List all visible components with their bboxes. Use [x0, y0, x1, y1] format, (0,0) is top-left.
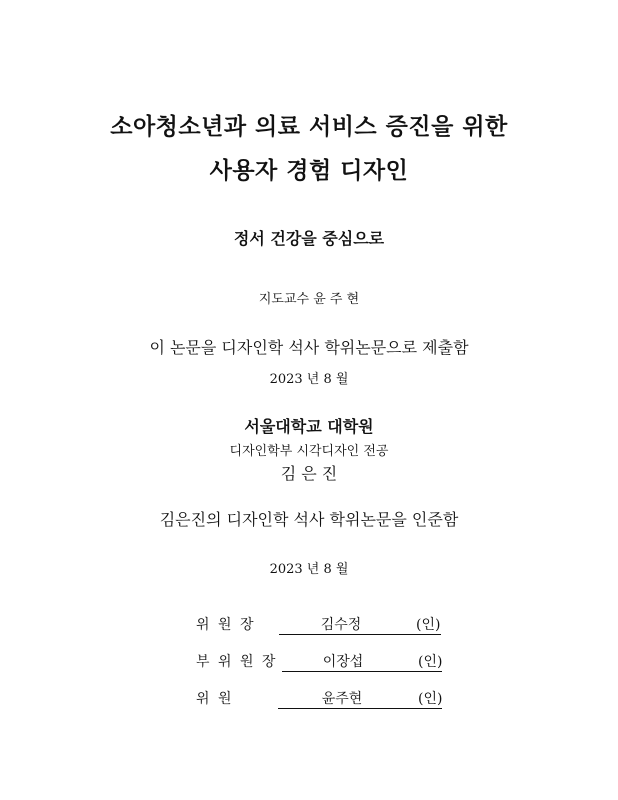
seal-mark: (인) — [418, 691, 443, 707]
department-name: 디자인학부 시각디자인 전공 — [229, 444, 389, 459]
approval-statement: 김은진의 디자인학 석사 학위논문을 인준함 — [159, 510, 459, 529]
seal-mark: (인) — [416, 617, 441, 633]
advisor: 지도교수 윤 주 현 — [258, 292, 360, 307]
committee-name: 김수정 — [320, 617, 362, 633]
committee-role: 부 위 원 장 — [196, 654, 278, 670]
seal-mark: (인) — [418, 654, 443, 670]
university-name: 서울대학교 대학원 — [244, 417, 374, 436]
title-line-1: 소아청소년과 의료 서비스 증진을 위한 — [110, 113, 508, 140]
committee-role: 위 원 장 — [196, 617, 256, 633]
submission-statement: 이 논문을 디자인학 석사 학위논문으로 제출함 — [149, 338, 469, 357]
committee-name: 이장섭 — [322, 654, 364, 670]
approval-date: 2023 년 8 월 — [269, 562, 349, 577]
committee-row-vice-chair — [0, 651, 618, 673]
committee-row-member — [0, 688, 618, 710]
author-name: 김 은 진 — [280, 464, 338, 483]
committee-role: 위 원 — [196, 691, 234, 707]
subtitle: 정서 건강을 중심으로 — [233, 229, 385, 248]
committee-row-chair — [0, 614, 618, 636]
committee-name: 윤주현 — [321, 691, 363, 707]
submission-date: 2023 년 8 월 — [269, 372, 349, 387]
title-line-2: 사용자 경험 디자인 — [209, 157, 409, 184]
